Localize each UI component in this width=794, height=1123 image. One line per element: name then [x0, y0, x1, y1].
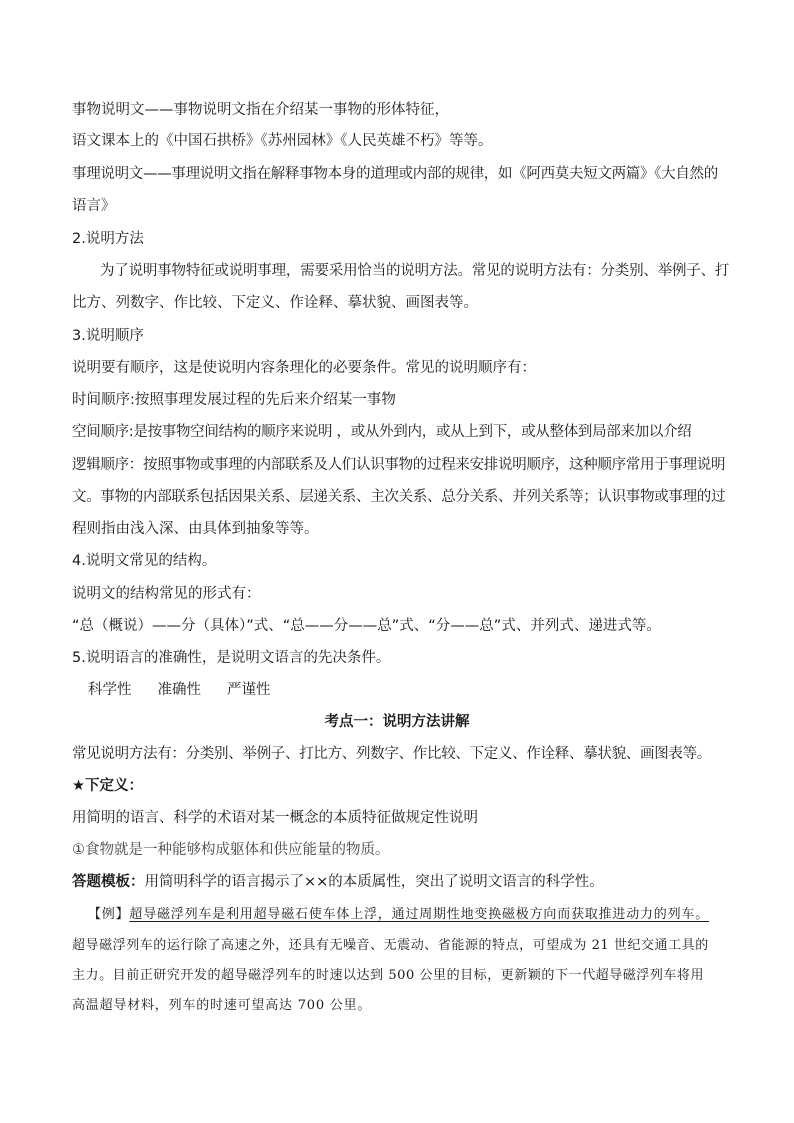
text-line: 时间顺序:按照事理发展过程的先后来介绍某一事物	[72, 392, 396, 408]
section-heading: 3.说明顺序	[72, 328, 144, 344]
example-line: ①食物就是一种能够构成躯体和供应能量的物质。	[72, 842, 390, 858]
text-line: 事理说明文——事理说明文指在解释事物本身的道理或内部的规律，如《阿西莫夫短文两篇》《大自然的	[72, 166, 718, 182]
text-line: 为了说明事物特征或说明事理，需要采用恰当的说明方法。常见的说明方法有：分类别、举例子、打	[100, 263, 730, 279]
example-label: 【例】	[88, 907, 130, 922]
text-line: 用简明的语言、科学的术语对某一概念的本质特征做规定性说明	[72, 810, 478, 826]
text-line: 比方、列数字、作比较、下定义、作诠释、摹状貌、画图表等。	[72, 295, 478, 311]
answer-template	[72, 872, 722, 892]
text-line: 事物说明文——事物说明文指在介绍某一事物的形体特征，	[72, 102, 449, 118]
text-line: 常见说明方法有：分类别、举例子、打比方、列数字、作比较、下定义、作诠释、摹状貌、画图表等。	[72, 746, 711, 762]
text-line: 说明要有顺序，这是使说明内容条理化的必要条件。常见的说明顺序有：	[72, 360, 536, 376]
text-line: 程则指由浅入深、由具体到抽象等等。	[72, 521, 319, 537]
text-line: 语言》	[72, 198, 116, 214]
section-heading: 2.说明方法	[72, 231, 144, 247]
text-line: 语文课本上的《中国石拱桥》《苏州园林》《人民英雄不朽》等等。	[72, 133, 493, 149]
text-line: 逻辑顺序：按照事物或事理的内部联系及人们认识事物的过程来安排说明顺序，这种顺序常用于事理说明	[72, 457, 726, 473]
feature-scientific: 科学性	[88, 682, 132, 698]
subsection-heading: ★下定义：	[72, 778, 143, 794]
text-line: 说明文的结构常见的形式有：	[72, 586, 261, 602]
text-line: 空间顺序:是按事物空间结构的顺序来说明 ，或从外到内，或从上到下，或从整体到局部来加以介绍	[72, 424, 692, 440]
section-heading: 4.说明文常见的结构。	[72, 553, 217, 569]
text-line: “总（概说）——分（具体）”式、“总——分——总”式、“分——总”式、并列式、递进式等。	[72, 618, 661, 634]
example-paragraph-line	[88, 905, 738, 925]
feature-accurate: 准确性	[157, 682, 201, 698]
answer-template-label: 答题模板：	[72, 874, 145, 890]
page-title: 考点一：说明方法讲解	[324, 714, 470, 730]
answer-template-text: 用简明科学的语言揭示了××的本质属性，突出了说明文语言的科学性。	[144, 874, 604, 890]
example-underlined-text: 超导磁浮列车是利用超导磁石使车体上浮，通过周期性地变换磁极方向而获取推进动力的列车。	[129, 907, 710, 922]
example-paragraph-line: 主力。目前正研究开发的超导磁浮列车的时速以达到 500 公里的目标，更新颖的下一代超导磁浮列车将用	[72, 968, 705, 983]
text-line: 文。事物的内部联系包括因果关系、层递关系、主次关系、总分关系、并列关系等；认识事物或事理的过	[72, 489, 726, 505]
feature-rigorous: 严谨性	[227, 682, 271, 698]
example-paragraph-line: 超导磁浮列车的运行除了高速之外，还具有无噪音、无震动、省能源的特点，可望成为 21 世纪交通工具的	[72, 938, 709, 953]
section-heading: 5.说明语言的准确性，是说明文语言的先决条件。	[72, 650, 391, 666]
language-features	[88, 680, 738, 700]
example-paragraph-line: 高温超导材料，列车的时速可望高达 700 公里。	[72, 998, 372, 1013]
